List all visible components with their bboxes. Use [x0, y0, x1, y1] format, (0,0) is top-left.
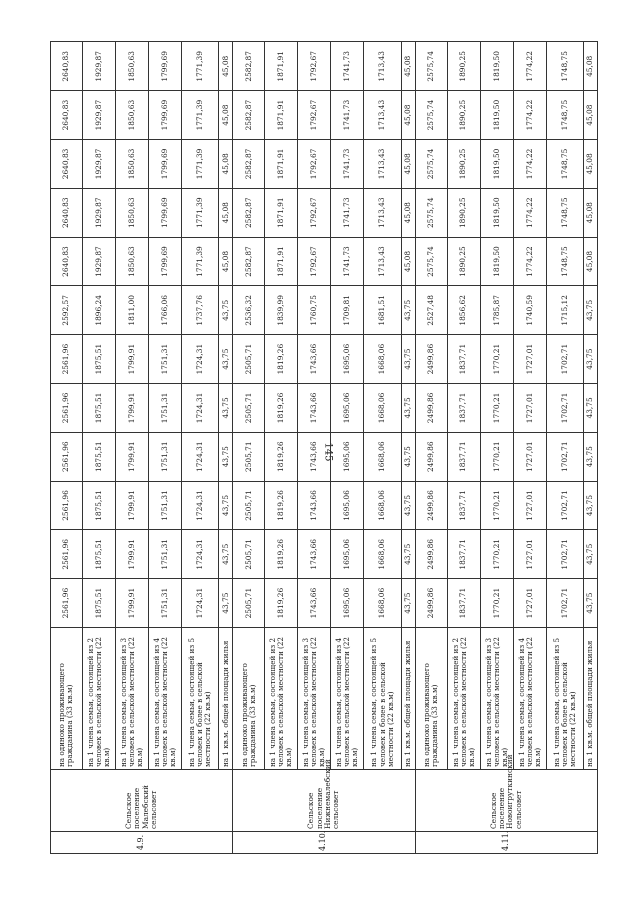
value-cell: 1799,91: [116, 579, 149, 628]
value-cell: 1799,91: [116, 432, 149, 481]
value-cell: 1751,31: [149, 335, 182, 384]
value-cell: 1751,31: [149, 384, 182, 433]
value-cell: 1743,66: [298, 432, 331, 481]
value-cell: 1702,71: [546, 530, 583, 579]
table-row: [82, 42, 115, 854]
row-description: на 1 кв.м. общей площади жилья: [401, 628, 415, 770]
settlement-name: Сельское поселение Новоигруткинский сельсовет: [415, 770, 597, 832]
value-cell: 1875,51: [82, 481, 115, 530]
value-cell: 1695,06: [331, 432, 364, 481]
value-cell: 1668,06: [364, 530, 401, 579]
value-cell: 1875,51: [82, 384, 115, 433]
value-cell: 2582,87: [233, 140, 265, 189]
value-cell: 1890,25: [447, 188, 480, 237]
table-row: [546, 42, 583, 854]
value-cell: 1668,06: [364, 432, 401, 481]
value-cell: 1702,71: [546, 579, 583, 628]
value-cell: 2499,86: [415, 335, 447, 384]
value-cell: 1740,59: [513, 286, 546, 335]
value-cell: 1792,67: [298, 42, 331, 91]
value-cell: 1727,01: [513, 579, 546, 628]
value-cell: 1727,01: [513, 432, 546, 481]
value-cell: 1727,01: [513, 530, 546, 579]
value-cell: 1837,71: [447, 481, 480, 530]
value-cell: 1819,50: [480, 42, 513, 91]
value-cell: 1929,87: [82, 188, 115, 237]
value-cell: 1850,63: [116, 188, 149, 237]
value-cell: 1715,12: [546, 286, 583, 335]
row-description: на 1 члена семьи, состоящей из 3 человек в сельской местности (22 кв.м): [116, 628, 149, 770]
value-cell: 1799,69: [149, 237, 182, 286]
value-cell: 1799,91: [116, 384, 149, 433]
table-row: [149, 42, 182, 854]
value-cell: 1770,21: [480, 579, 513, 628]
value-cell: 1771,39: [182, 91, 219, 140]
value-cell: 2640,83: [51, 237, 83, 286]
block-index: 4.10.: [233, 832, 415, 854]
value-cell: 1724,31: [182, 432, 219, 481]
value-cell: 1890,25: [447, 140, 480, 189]
value-cell: 45,08: [401, 188, 415, 237]
value-cell: 1668,06: [364, 335, 401, 384]
value-cell: 1724,31: [182, 579, 219, 628]
value-cell: 43,75: [219, 335, 233, 384]
value-cell: 1727,01: [513, 335, 546, 384]
value-cell: 43,75: [401, 432, 415, 481]
value-cell: 2505,71: [233, 335, 265, 384]
value-cell: 1890,25: [447, 91, 480, 140]
value-cell: 1819,26: [265, 384, 298, 433]
value-cell: 2561,96: [51, 335, 83, 384]
value-cell: 1850,63: [116, 237, 149, 286]
value-cell: 45,08: [219, 140, 233, 189]
value-cell: 1929,87: [82, 140, 115, 189]
row-description: на 1 члена семьи, состоящей из 3 человек в сельской местности (22 кв.м): [480, 628, 513, 770]
value-cell: 1695,06: [331, 481, 364, 530]
table-row: [298, 42, 331, 854]
table-row: [447, 42, 480, 854]
page-number: 145: [322, 442, 334, 462]
row-description: на 1 члена семьи, состоящей из 3 человек в сельской местности (22 кв.м): [298, 628, 331, 770]
value-cell: 1724,31: [182, 530, 219, 579]
value-cell: 2536,32: [233, 286, 265, 335]
value-cell: 43,75: [401, 579, 415, 628]
value-cell: 1748,75: [546, 188, 583, 237]
value-cell: 45,08: [584, 140, 598, 189]
value-cell: 1819,50: [480, 140, 513, 189]
value-cell: 1871,91: [265, 91, 298, 140]
value-cell: 1771,39: [182, 237, 219, 286]
table-row: [415, 42, 447, 854]
value-cell: 1850,63: [116, 140, 149, 189]
row-description: на одиноко проживающего гражданина (33 кв.м): [51, 628, 83, 770]
value-cell: 1875,51: [82, 432, 115, 481]
value-cell: 1875,51: [82, 579, 115, 628]
value-cell: 45,08: [401, 91, 415, 140]
value-cell: 1748,75: [546, 140, 583, 189]
settlement-name: Сельское поселение Малебский сельсовет: [51, 770, 233, 832]
value-cell: 43,75: [401, 384, 415, 433]
value-cell: 1837,71: [447, 530, 480, 579]
value-cell: 1770,21: [480, 384, 513, 433]
value-cell: 43,75: [584, 481, 598, 530]
value-cell: 1751,31: [149, 481, 182, 530]
value-cell: 1871,91: [265, 42, 298, 91]
value-cell: 43,75: [219, 432, 233, 481]
value-cell: 1890,25: [447, 42, 480, 91]
value-cell: 1839,99: [265, 286, 298, 335]
value-cell: 43,75: [584, 579, 598, 628]
row-description: на 1 кв.м. общей площади жилья: [584, 628, 598, 770]
row-description: на 1 члена семьи, состоящей из 4 человек в сельской местности (22 кв.м): [149, 628, 182, 770]
value-cell: 43,75: [219, 579, 233, 628]
value-cell: 1727,01: [513, 481, 546, 530]
table-row: [480, 42, 513, 854]
row-description: на 1 члена семьи, состоящей из 2 человек в сельской местности (22 кв.м): [447, 628, 480, 770]
value-cell: 1792,67: [298, 237, 331, 286]
value-cell: 1799,69: [149, 42, 182, 91]
value-cell: 1837,71: [447, 432, 480, 481]
value-cell: 43,75: [584, 530, 598, 579]
value-cell: 1799,91: [116, 530, 149, 579]
value-cell: 1702,71: [546, 384, 583, 433]
row-description: на одиноко проживающего гражданина (33 кв.м): [233, 628, 265, 770]
value-cell: 2640,83: [51, 42, 83, 91]
value-cell: 1856,62: [447, 286, 480, 335]
value-cell: 43,75: [219, 286, 233, 335]
value-cell: 1702,71: [546, 481, 583, 530]
value-cell: 1741,73: [331, 140, 364, 189]
value-cell: 1695,06: [331, 530, 364, 579]
value-cell: 1792,67: [298, 140, 331, 189]
value-cell: 1799,69: [149, 91, 182, 140]
tariff-table: [50, 41, 598, 854]
value-cell: 1702,71: [546, 432, 583, 481]
value-cell: 2561,96: [51, 384, 83, 433]
value-cell: 1837,71: [447, 335, 480, 384]
value-cell: 2592,57: [51, 286, 83, 335]
value-cell: 1774,22: [513, 237, 546, 286]
value-cell: 1751,31: [149, 432, 182, 481]
value-cell: 45,08: [401, 42, 415, 91]
value-cell: 45,08: [219, 91, 233, 140]
value-cell: 2499,86: [415, 530, 447, 579]
value-cell: 1741,73: [331, 237, 364, 286]
rotated-table-container: [50, 42, 598, 854]
value-cell: 1850,63: [116, 42, 149, 91]
value-cell: 1766,06: [149, 286, 182, 335]
value-cell: 1743,66: [298, 384, 331, 433]
value-cell: 1770,21: [480, 530, 513, 579]
table-row: [219, 42, 233, 854]
value-cell: 43,75: [584, 286, 598, 335]
value-cell: 1896,24: [82, 286, 115, 335]
value-cell: 43,75: [584, 384, 598, 433]
value-cell: 1774,22: [513, 188, 546, 237]
value-cell: 1792,67: [298, 188, 331, 237]
value-cell: 1811,00: [116, 286, 149, 335]
value-cell: 1819,50: [480, 237, 513, 286]
value-cell: 45,08: [401, 140, 415, 189]
value-cell: 2575,74: [415, 91, 447, 140]
value-cell: 43,75: [219, 481, 233, 530]
value-cell: 1695,06: [331, 335, 364, 384]
value-cell: 1871,91: [265, 140, 298, 189]
value-cell: 2640,83: [51, 188, 83, 237]
value-cell: 2575,74: [415, 140, 447, 189]
table-row: [331, 42, 364, 854]
row-description: на одиноко проживающего гражданина (33 кв.м): [415, 628, 447, 770]
value-cell: 1695,06: [331, 384, 364, 433]
value-cell: 2499,86: [415, 579, 447, 628]
value-cell: 2505,71: [233, 384, 265, 433]
value-cell: 1668,06: [364, 481, 401, 530]
value-cell: 43,75: [401, 530, 415, 579]
value-cell: 1748,75: [546, 91, 583, 140]
table-row: [513, 42, 546, 854]
value-cell: 2505,71: [233, 579, 265, 628]
value-cell: 1760,75: [298, 286, 331, 335]
value-cell: 2505,71: [233, 481, 265, 530]
value-cell: 43,75: [219, 530, 233, 579]
value-cell: 1799,69: [149, 140, 182, 189]
value-cell: 1819,50: [480, 91, 513, 140]
value-cell: 1799,69: [149, 188, 182, 237]
value-cell: 1751,31: [149, 530, 182, 579]
value-cell: 2499,86: [415, 481, 447, 530]
value-cell: 43,75: [219, 384, 233, 433]
value-cell: 43,75: [401, 335, 415, 384]
row-description: на 1 члена семьи, состоящей из 2 человек в сельской местности (22 кв.м): [265, 628, 298, 770]
value-cell: 1770,21: [480, 432, 513, 481]
value-cell: 45,08: [219, 188, 233, 237]
value-cell: 1875,51: [82, 335, 115, 384]
value-cell: 43,75: [584, 335, 598, 384]
value-cell: 1890,25: [447, 237, 480, 286]
value-cell: 1724,31: [182, 335, 219, 384]
table-row: [265, 42, 298, 854]
value-cell: 2527,48: [415, 286, 447, 335]
value-cell: 1724,31: [182, 384, 219, 433]
value-cell: 45,08: [401, 237, 415, 286]
table-row: [364, 42, 401, 854]
value-cell: 1819,26: [265, 530, 298, 579]
value-cell: 2575,74: [415, 237, 447, 286]
value-cell: 1929,87: [82, 237, 115, 286]
row-description: на 1 кв.м. общей площади жилья: [219, 628, 233, 770]
value-cell: 1774,22: [513, 140, 546, 189]
row-description: на 1 члена семьи, состоящей из 4 человек в сельской местности (22 кв.м): [331, 628, 364, 770]
row-description: на 1 члена семьи, состоящей из 5 человек и более в сельской местности (22 кв.м): [364, 628, 401, 770]
value-cell: 2582,87: [233, 188, 265, 237]
value-cell: 1727,01: [513, 384, 546, 433]
value-cell: 1819,26: [265, 481, 298, 530]
settlement-name: Сельское поселение Нижнемалебский сельсовет: [233, 770, 415, 832]
value-cell: 2561,96: [51, 530, 83, 579]
value-cell: 2582,87: [233, 91, 265, 140]
value-cell: 1771,39: [182, 140, 219, 189]
value-cell: 1741,73: [331, 188, 364, 237]
value-cell: 45,08: [584, 42, 598, 91]
value-cell: 1702,71: [546, 335, 583, 384]
table-row: [116, 42, 149, 854]
row-description: на 1 члена семьи, состоящей из 5 человек и более в сельской местности (22 кв.м): [182, 628, 219, 770]
block-index: 4.11.: [415, 832, 597, 854]
value-cell: 1850,63: [116, 91, 149, 140]
value-cell: 1713,43: [364, 237, 401, 286]
value-cell: 1837,71: [447, 384, 480, 433]
value-cell: 1741,73: [331, 91, 364, 140]
value-cell: 1774,22: [513, 91, 546, 140]
value-cell: 1774,22: [513, 42, 546, 91]
value-cell: 1751,31: [149, 579, 182, 628]
value-cell: 43,75: [401, 286, 415, 335]
row-description: на 1 члена семьи, состоящей из 5 человек и более в сельской местности (22 кв.м): [546, 628, 583, 770]
value-cell: 1743,66: [298, 579, 331, 628]
value-cell: 45,08: [219, 237, 233, 286]
value-cell: 1748,75: [546, 42, 583, 91]
table-row: [51, 42, 83, 854]
table-row: [401, 42, 415, 854]
value-cell: 1737,76: [182, 286, 219, 335]
table-row: [584, 42, 598, 854]
value-cell: 2582,87: [233, 237, 265, 286]
value-cell: 1668,06: [364, 579, 401, 628]
value-cell: 43,75: [584, 432, 598, 481]
value-cell: 1770,21: [480, 481, 513, 530]
value-cell: 1681,51: [364, 286, 401, 335]
value-cell: 2640,83: [51, 91, 83, 140]
value-cell: 2505,71: [233, 432, 265, 481]
value-cell: 1709,81: [331, 286, 364, 335]
value-cell: 1929,87: [82, 91, 115, 140]
value-cell: 2499,86: [415, 384, 447, 433]
value-cell: 1668,06: [364, 384, 401, 433]
value-cell: 1819,26: [265, 432, 298, 481]
value-cell: 2561,96: [51, 481, 83, 530]
value-cell: 1871,91: [265, 237, 298, 286]
value-cell: 2561,96: [51, 579, 83, 628]
value-cell: 2575,74: [415, 42, 447, 91]
value-cell: 1792,67: [298, 91, 331, 140]
value-cell: 1695,06: [331, 579, 364, 628]
table-body: [51, 42, 598, 854]
row-description: на 1 члена семьи, состоящей из 2 человек в сельской местности (22 кв.м): [82, 628, 115, 770]
value-cell: 45,08: [219, 42, 233, 91]
value-cell: 1837,71: [447, 579, 480, 628]
value-cell: 1785,87: [480, 286, 513, 335]
value-cell: 1743,66: [298, 335, 331, 384]
value-cell: 1743,66: [298, 481, 331, 530]
value-cell: 1799,91: [116, 335, 149, 384]
value-cell: 45,08: [584, 237, 598, 286]
value-cell: 2582,87: [233, 42, 265, 91]
value-cell: 2640,83: [51, 140, 83, 189]
value-cell: 1713,43: [364, 91, 401, 140]
value-cell: 1875,51: [82, 530, 115, 579]
value-cell: 1819,26: [265, 335, 298, 384]
value-cell: 1748,75: [546, 237, 583, 286]
value-cell: 2499,86: [415, 432, 447, 481]
value-cell: 1799,91: [116, 481, 149, 530]
value-cell: 1770,21: [480, 335, 513, 384]
value-cell: 1819,26: [265, 579, 298, 628]
table-row: [233, 42, 265, 854]
value-cell: 1871,91: [265, 188, 298, 237]
value-cell: 1724,31: [182, 481, 219, 530]
value-cell: 1713,43: [364, 140, 401, 189]
value-cell: 2575,74: [415, 188, 447, 237]
value-cell: 45,08: [584, 91, 598, 140]
value-cell: 1713,43: [364, 42, 401, 91]
value-cell: 1771,39: [182, 42, 219, 91]
table-row: [182, 42, 219, 854]
block-index: 4.9.: [51, 832, 233, 854]
value-cell: 2505,71: [233, 530, 265, 579]
value-cell: 1929,87: [82, 42, 115, 91]
value-cell: 1743,66: [298, 530, 331, 579]
row-description: на 1 члена семьи, состоящей из 4 человек в сельской местности (22 кв.м): [513, 628, 546, 770]
value-cell: 1771,39: [182, 188, 219, 237]
value-cell: 43,75: [401, 481, 415, 530]
value-cell: 2561,96: [51, 432, 83, 481]
value-cell: 1819,50: [480, 188, 513, 237]
value-cell: 1713,43: [364, 188, 401, 237]
value-cell: 45,08: [584, 188, 598, 237]
value-cell: 1741,73: [331, 42, 364, 91]
